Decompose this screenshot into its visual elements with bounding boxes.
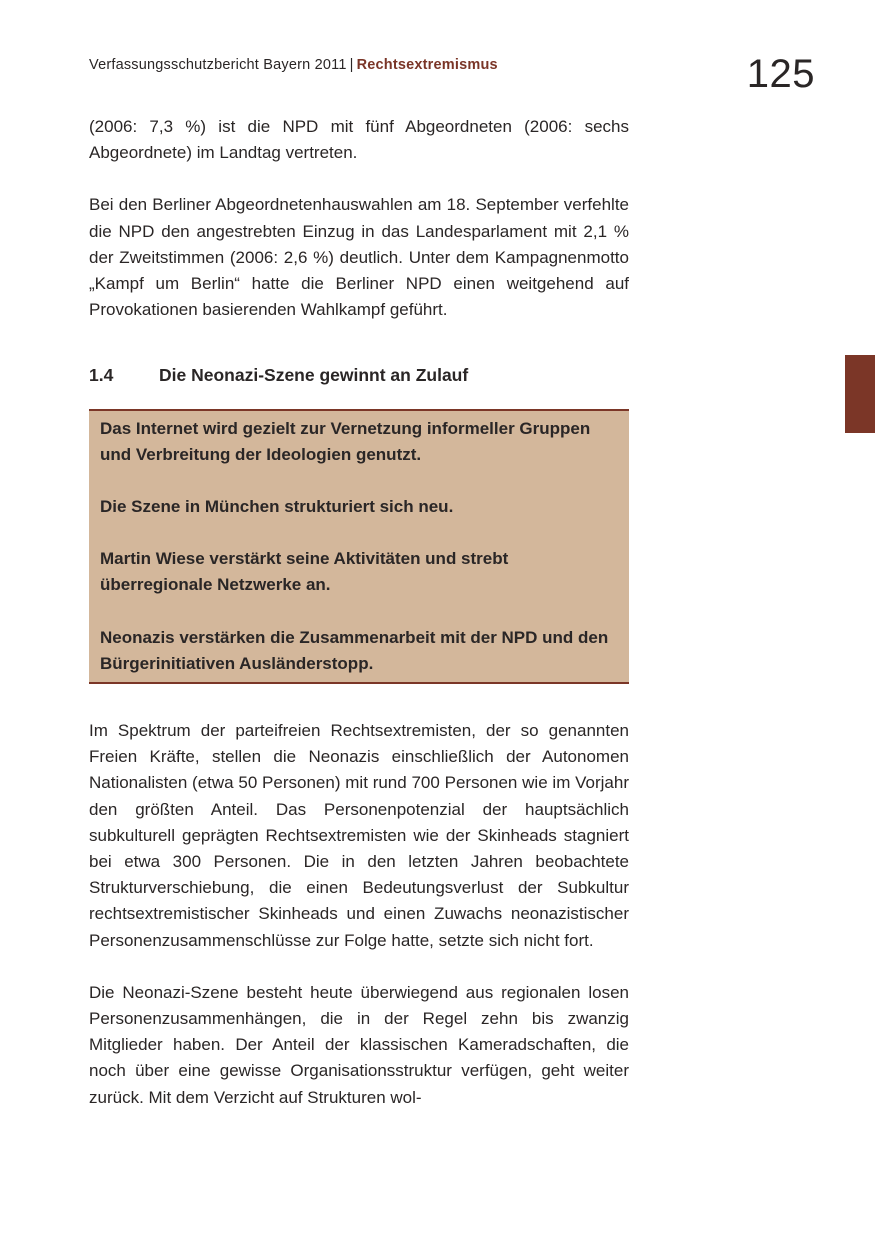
summary-item: Neonazis verstärken die Zusammenarbeit mit der NPD und den Bürgerinitiativen Ausländerstopp. <box>100 627 609 673</box>
page-body <box>89 114 629 1137</box>
section-title: Die Neonazi-Szene gewinnt an Zulauf <box>159 365 469 386</box>
chapter-marker-tab <box>845 355 875 433</box>
page-number: 125 <box>746 52 815 96</box>
summary-item: Die Szene in München strukturiert sich neu. <box>100 497 454 517</box>
paragraph: Bei den Berliner Abgeordnetenhauswahlen am 18. September verfehlte die NPD den angestrebten Einzug in das Landesparlament mit 2,1 % der Zweitstimmen (2006: 2,6 %) deutlich. Unter dem Kampagnenmotto „Kampf um Berlin“ hatte die Berliner NPD einen weitgehend auf Provokationen basierenden Wahlkampf geführt. <box>89 195 629 320</box>
header-separator: | <box>349 57 354 73</box>
section-number: 1.4 <box>89 365 114 386</box>
running-header <box>89 57 498 73</box>
paragraph: Die Neonazi-Szene besteht heute überwiegend aus regionalen losen Personenzusammenhängen, die in der Regel zehn bis zwanzig Mitglieder haben. Der Anteil der klassischen Kameradschaften, die noch über eine gewisse Organisationsstruktur verfügen, geht weiter zurück. Mit dem Verzicht auf Strukturen wol- <box>89 982 629 1107</box>
paragraph: (2006: 7,3 %) ist die NPD mit fünf Abgeordneten (2006: sechs Abgeordnete) im Landtag vertreten. <box>89 117 629 163</box>
report-title: Verfassungsschutzbericht Bayern 2011 <box>89 57 347 73</box>
summary-box <box>89 409 629 684</box>
paragraph: Im Spektrum der parteifreien Rechtsextremisten, der so genannten Freien Kräfte, stellen die Neonazis einschließlich der Autonomen Nationalisten (etwa 50 Personen) mit rund 700 Personen wie im Vorjahr den größten Anteil. Das Personenpotenzial der hauptsächlich subkulturell geprägten Rechtsextremisten wie der Skinheads stagniert bei etwa 300 Personen. Die in den letzten Jahren beobachtete Strukturverschiebung, die einen Bedeutungsverlust der Subkultur rechtsextremistischer Skinheads und einen Zuwachs neonazistischer Personenzusammenschlüsse zur Folge hatte, setzte sich nicht fort. <box>89 721 629 950</box>
summary-item: Martin Wiese verstärkt seine Aktivitäten und strebt überregionale Netzwerke an. <box>100 549 509 595</box>
section-name: Rechtsextremismus <box>356 57 498 73</box>
section-heading <box>89 362 629 388</box>
summary-item: Das Internet wird gezielt zur Vernetzung informeller Gruppen und Verbreitung der Ideologien genutzt. <box>100 418 591 464</box>
